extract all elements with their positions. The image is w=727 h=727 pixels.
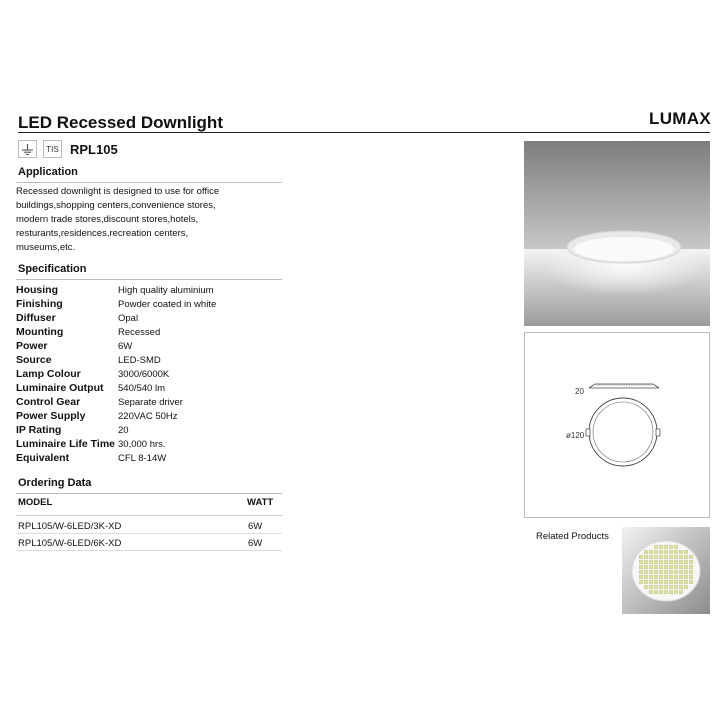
spec-label: Control Gear: [16, 396, 81, 408]
ordering-model-cell: RPL105/W-6LED/3K-XD: [18, 521, 122, 532]
spec-value: 540/540 lm: [118, 383, 166, 394]
spec-label: Diffuser: [16, 312, 56, 324]
brand-logo: LUMAX: [649, 109, 711, 128]
spec-value: 3000/6000K: [118, 369, 170, 380]
application-line: museums,etc.: [16, 242, 76, 253]
application-line: Recessed downlight is designed to use for office: [16, 186, 220, 197]
ordering-row-divider: [16, 550, 282, 551]
spec-value: CFL 8-14W: [118, 453, 167, 464]
spec-label: Source: [16, 354, 52, 366]
tis-label: TIS: [46, 144, 59, 154]
spec-label: Equivalent: [16, 452, 70, 464]
spec-row: [16, 299, 286, 313]
application-line: modern trade stores,discount stores,hotels,: [16, 214, 199, 225]
spec-label: Housing: [16, 284, 58, 296]
diameter-dimension: ø120: [566, 431, 585, 440]
spec-row: [16, 327, 286, 341]
spec-row: [16, 383, 286, 397]
product-photo: [524, 141, 710, 326]
spec-label: Luminaire Output: [16, 382, 104, 394]
spec-row: [16, 411, 286, 425]
dimension-drawing: [524, 332, 710, 518]
spec-row: [16, 439, 286, 453]
spec-row: [16, 355, 286, 369]
specification-heading: Specification: [18, 263, 87, 275]
spec-value: Separate driver: [118, 397, 183, 408]
spec-label: Luminaire Life Time: [16, 438, 115, 450]
spec-row: [16, 397, 286, 411]
spec-label: Power: [16, 340, 48, 352]
ordering-model-cell: RPL105/W-6LED/6K-XD: [18, 538, 122, 549]
spec-value: Powder coated in white: [118, 299, 217, 310]
application-text: [16, 185, 286, 255]
spec-value: Recessed: [118, 327, 161, 338]
earth-ground-icon: [18, 140, 37, 158]
certification-row: [18, 140, 118, 158]
spec-label: Finishing: [16, 298, 63, 310]
related-product-image: [622, 527, 710, 614]
spec-label: Power Supply: [16, 410, 86, 422]
ordering-divider: [16, 493, 282, 494]
spec-row: [16, 341, 286, 355]
spec-label: Mounting: [16, 326, 64, 338]
spec-value: High quality aluminium: [118, 285, 214, 296]
ordering-watt-cell: 6W: [248, 521, 263, 532]
spec-row: [16, 453, 286, 467]
tis-mark-icon: [43, 140, 62, 158]
spec-value: Opal: [118, 313, 139, 324]
ordering-row-divider: [16, 533, 282, 534]
ordering-col-watt: WATT: [247, 497, 274, 508]
related-products-label: Related Products: [536, 531, 609, 542]
application-heading: Application: [18, 166, 78, 178]
specification-divider: [16, 279, 282, 280]
spec-value: 20: [118, 425, 129, 436]
ordering-col-model: MODEL: [18, 497, 53, 508]
spec-row: [16, 369, 286, 383]
spec-row: [16, 313, 286, 327]
spec-label: Lamp Colour: [16, 368, 81, 380]
page-title: LED Recessed Downlight: [18, 113, 223, 132]
spec-row: [16, 285, 286, 299]
title-divider: [18, 132, 710, 133]
application-divider: [16, 182, 282, 183]
application-line: resturants,residences,recreation centers,: [16, 228, 189, 239]
product-code: RPL105: [70, 141, 118, 157]
ordering-watt-cell: 6W: [248, 538, 263, 549]
spec-value: 6W: [118, 341, 133, 352]
spec-value: LED-SMD: [118, 355, 161, 366]
height-dimension: 20: [575, 387, 584, 396]
spec-row: [16, 425, 286, 439]
spec-value: 220VAC 50Hz: [118, 411, 178, 422]
ordering-heading: Ordering Data: [18, 477, 92, 489]
ordering-header-divider: [16, 515, 282, 516]
spec-value: 30,000 hrs.: [118, 439, 166, 450]
application-line: buildings,shopping centers,convenience stores,: [16, 200, 216, 211]
spec-label: IP Rating: [16, 424, 62, 436]
